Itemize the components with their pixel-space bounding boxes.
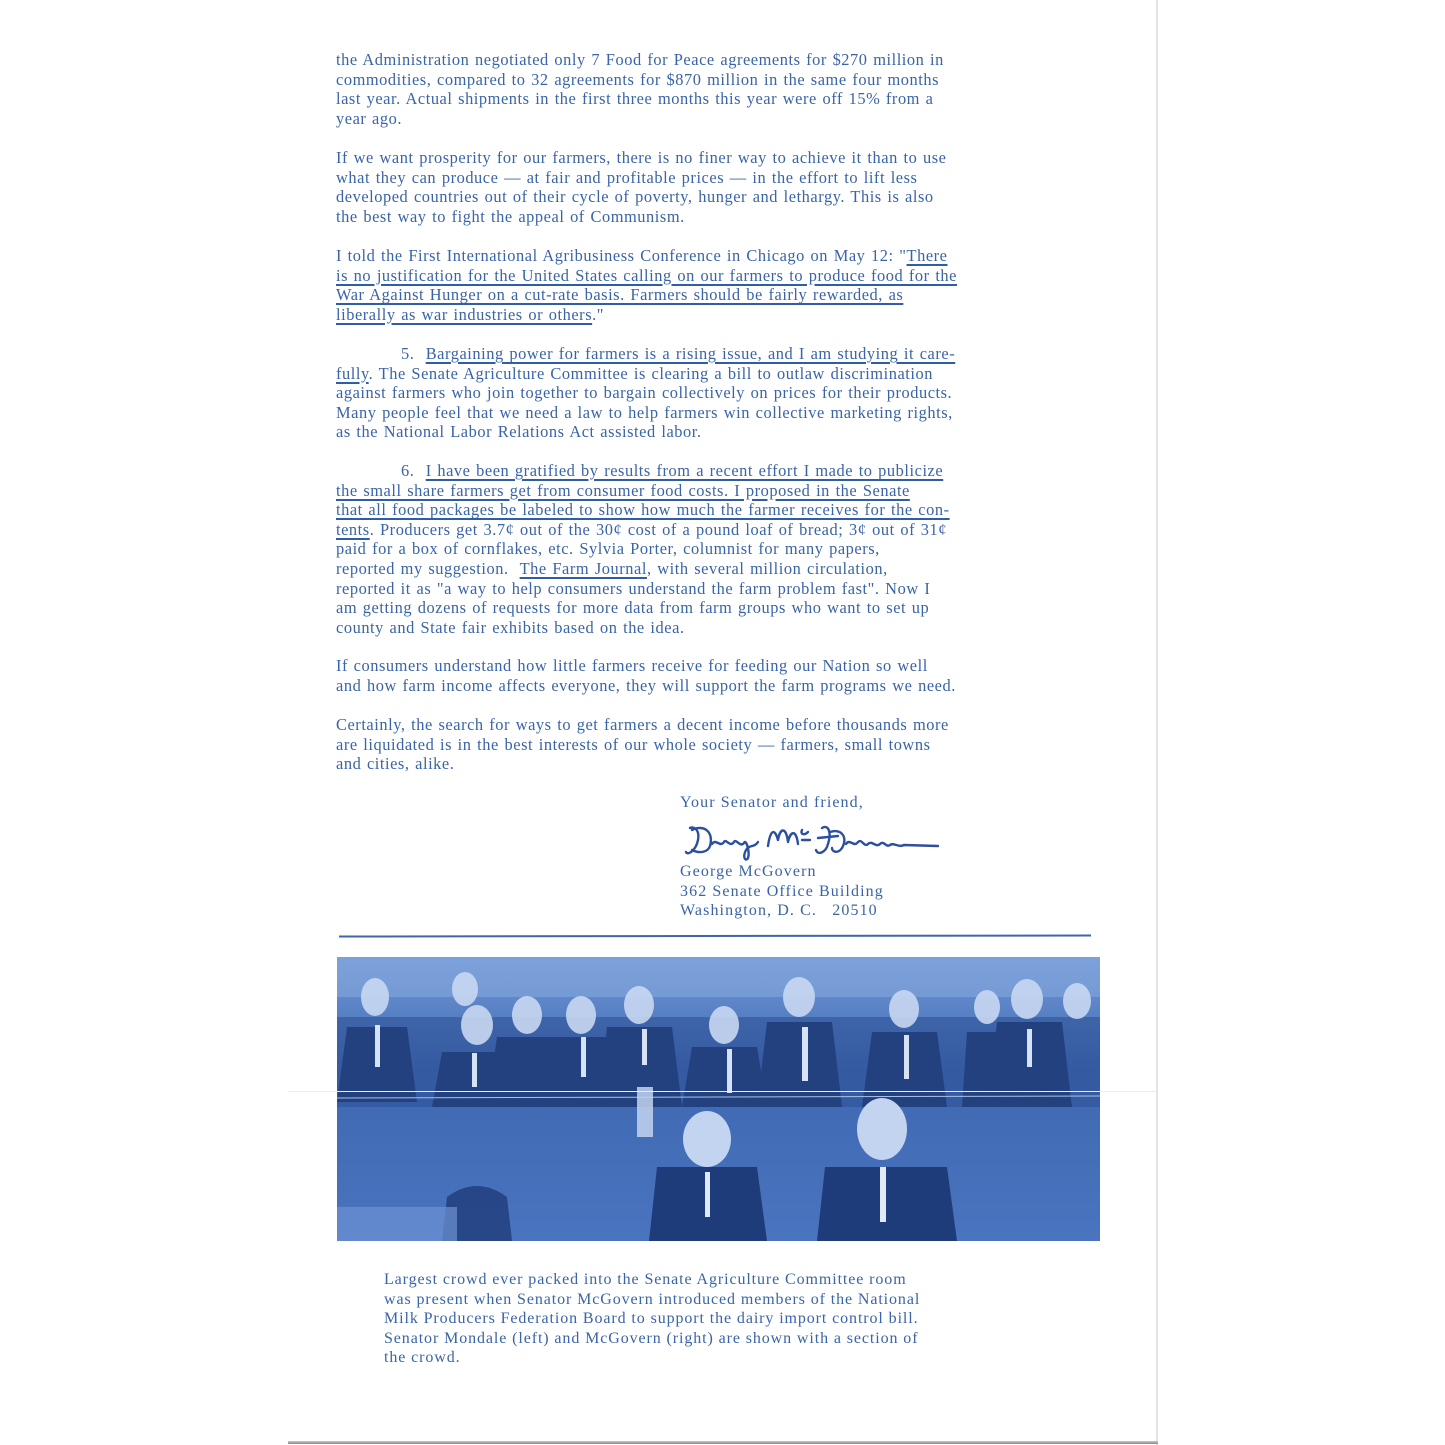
sender-address-block <box>680 862 884 921</box>
text-line: If we want prosperity for our farmers, there is no finer way to achieve it than to use <box>336 148 947 167</box>
caption-line: was present when Senator McGovern introduced members of the National <box>384 1290 921 1308</box>
text-span: , with several million circulation, <box>646 558 888 578</box>
text-line <box>336 481 1106 501</box>
text-line: county and State fair exhibits based on the idea. <box>336 617 685 637</box>
text-line <box>336 461 1106 481</box>
underlined-quote: There <box>906 246 948 265</box>
text-line <box>336 305 1106 325</box>
text-line: and cities, alike. <box>336 754 455 774</box>
caption-line: Senator Mondale (left) and McGovern (right) are shown with a section of <box>384 1329 919 1347</box>
text-line: reported it as "a way to help consumers understand the farm problem fast". Now I <box>336 578 931 598</box>
text-line: paid for a box of cornflakes, etc. Sylvia Porter, columnist for many papers, <box>336 539 880 559</box>
text-line <box>336 266 1106 286</box>
underlined-quote: is no justification for the United States calling on our farmers to produce food for the <box>336 265 957 285</box>
underlined-text: tents <box>336 519 370 539</box>
text-line: am getting dozens of requests for more data from farm groups who want to set up <box>336 598 930 618</box>
text-line: If consumers understand how little farmers receive for feeding our Nation so well <box>336 656 928 675</box>
text-line <box>336 246 1106 266</box>
quote-outro: ." <box>592 304 605 324</box>
text-line: as the National Labor Relations Act assisted labor. <box>336 422 702 442</box>
text-span: . Producers get 3.7¢ out of the 30¢ cost of a pound loaf of bread; 3¢ out of 31¢ <box>369 519 948 539</box>
sender-name: George McGovern <box>680 863 817 880</box>
point-number: 5. <box>401 344 415 363</box>
photo-illustration <box>337 957 1100 1241</box>
text-line: against farmers who join together to bargain collectively on prices for their products. <box>336 383 953 403</box>
text-line <box>336 364 1106 384</box>
text-line: developed countries out of their cycle of poverty, hunger and lethargy. This is also <box>336 187 934 207</box>
underlined-text: the small share farmers get from consumer food costs. I proposed in the Senate <box>336 480 910 500</box>
underlined-text: fully <box>336 363 369 383</box>
sender-city: Washington, D. C. 20510 <box>680 902 878 919</box>
text-line: Many people feel that we need a law to help farmers win collective marketing rights, <box>336 402 953 422</box>
text-line: commodities, compared to 32 agreements for $870 million in the same four months <box>336 69 940 89</box>
committee-room-photo <box>337 957 1100 1241</box>
quote-intro: I told the First International Agribusiness Conference in Chicago on May 12: " <box>336 246 907 265</box>
underlined-text: Bargaining power for farmers is a rising issue, and I am studying it care- <box>425 344 956 363</box>
text-line: what they can produce — at fair and profitable prices — in the effort to lift less <box>336 167 918 187</box>
closing-salutation: Your Senator and friend, <box>680 794 864 811</box>
caption-line: Milk Producers Federation Board to support the dairy import control bill. <box>384 1310 919 1328</box>
paragraph-prosperity <box>336 148 1106 226</box>
sender-address: 362 Senate Office Building <box>680 882 884 900</box>
photo-caption <box>384 1270 1054 1368</box>
point-number: 6. <box>401 461 415 480</box>
text-span: reported my suggestion. <box>336 558 520 578</box>
paragraph-food-for-peace <box>336 50 1106 128</box>
underlined-text: that all food packages be labeled to show how much the farmer receives for the con- <box>336 500 950 520</box>
text-line <box>336 285 1106 305</box>
paper-fold-crease <box>288 1091 1156 1092</box>
underlined-quote: War Against Hunger on a cut-rate basis. Farmers should be fairly rewarded, as <box>336 285 904 305</box>
caption-line: the crowd. <box>384 1349 461 1367</box>
signature-image <box>682 818 942 862</box>
underlined-quote: liberally as war industries or others <box>336 304 593 324</box>
text-line: year ago. <box>336 108 403 128</box>
caption-line: Largest crowd ever packed into the Senate Agriculture Committee room <box>384 1271 907 1288</box>
paragraph-certainly <box>336 715 1106 774</box>
text-line: last year. Actual shipments in the first three months this year were off 15% from a <box>336 89 934 109</box>
underlined-text: I have been gratified by results from a recent effort I made to publicize <box>425 461 944 480</box>
text-line: the Administration negotiated only 7 Food for Peace agreements for $270 million in <box>336 50 944 69</box>
page-edge-bottom <box>288 1441 1158 1444</box>
section-divider <box>339 934 1091 937</box>
text-line: are liquidated is in the best interests of our whole society — farmers, small towns <box>336 734 931 754</box>
text-line <box>336 520 1106 540</box>
text-line: Certainly, the search for ways to get farmers a decent income before thousands more <box>336 715 949 734</box>
publication-title: The Farm Journal <box>519 558 647 578</box>
text-line <box>336 500 1106 520</box>
text-line <box>336 344 1106 364</box>
text-span: . The Senate Agriculture Committee is clearing a bill to outlaw discrimination <box>368 363 933 383</box>
text-line: and how farm income affects everyone, they will support the farm programs we need. <box>336 675 956 695</box>
paragraph-point-5 <box>336 344 1106 442</box>
page-edge-right <box>1156 0 1158 1445</box>
text-line <box>336 559 1106 579</box>
paragraph-agribusiness-conference <box>336 246 1106 324</box>
paragraph-consumers <box>336 656 1106 695</box>
text-line: the best way to fight the appeal of Communism. <box>336 206 685 226</box>
paragraph-point-6 <box>336 461 1106 637</box>
